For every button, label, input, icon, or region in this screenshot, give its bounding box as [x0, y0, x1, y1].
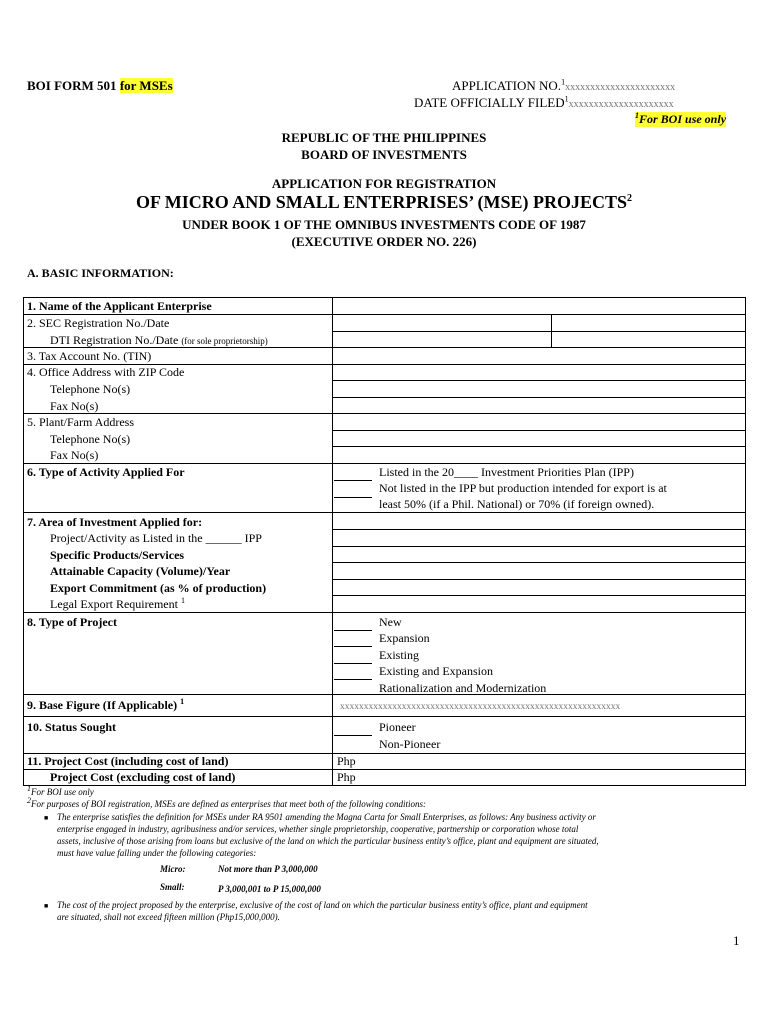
republic-title: REPUBLIC OF THE PHILIPPINES: [281, 130, 487, 145]
project-type-existing-blank[interactable]: [334, 663, 372, 664]
micro-label: Micro:: [160, 864, 186, 874]
page-title: OF MICRO AND SMALL ENTERPRISES’ (MSE) PROJECTS$^2$: [135, 192, 633, 212]
basic-information-table: [23, 297, 746, 786]
row-11-including-label: 11. Project Cost (including cost of land): [27, 754, 229, 768]
executive-order-title: (EXECUTIVE ORDER NO. 226): [291, 234, 477, 249]
status-pioneer: Pioneer: [379, 720, 416, 734]
status-pioneer-blank[interactable]: [334, 735, 372, 736]
row-7-project-activity-label: Project/Activity as Listed in the ______ IPP: [50, 531, 262, 545]
activity-export-option-line1: Not listed in the IPP but production intended for export is at: [379, 481, 667, 495]
project-cost-including-php: Php: [337, 754, 356, 768]
bullet-icon: ■: [44, 902, 49, 910]
small-label: Small:: [160, 882, 185, 892]
row-4-telephone-label: Telephone No(s): [50, 382, 131, 396]
small-value: P 3,000,001 to P 15,000,000: [218, 884, 321, 894]
application-title: APPLICATION FOR REGISTRATION: [271, 176, 497, 191]
form-target: for MSEs: [119, 78, 173, 93]
row-5-telephone-label: Telephone No(s): [50, 432, 131, 446]
row-5-label: 5. Plant/Farm Address: [27, 415, 134, 429]
footnote-2-bullet-2-line2: are situated, shall not exceed fifteen million (Php15,000,000).: [57, 912, 280, 922]
status-non-pioneer: Non-Pioneer: [379, 737, 441, 751]
under-book-title: UNDER BOOK 1 OF THE OMNIBUS INVESTMENTS CODE OF 1987: [182, 217, 586, 232]
bullet-icon: ■: [44, 814, 49, 822]
footnote-2-bullet-1-line1: The enterprise satisfies the definition for MSEs under RA 9501 amending the Magna Carta for Small Enterprises, as follows: Any business activity or: [57, 812, 596, 822]
row-9-label: 9. Base Figure (If Applicable) $^1$: [27, 697, 185, 712]
footnote-2-bullet-1-line3: assets, inclusive of those arising from loans but exclusive of the land on which the particular business entity’s office, plant and equipment are situated,: [57, 836, 599, 846]
activity-ipp-option: Listed in the 20____ Investment Priorities Plan (IPP): [379, 465, 634, 479]
row-11-excluding-label: Project Cost (excluding cost of land): [50, 770, 236, 784]
application-no-value: xxxxxxxxxxxxxxxxxxxxxx: [565, 82, 676, 93]
row-7-label: 7. Area of Investment Applied for:: [27, 515, 203, 529]
footnote-2-bullet-2-line1: The cost of the project proposed by the enterprise, exclusive of the cost of land on which the particular business entity’s office, plant and equipment: [57, 900, 588, 910]
row-10-label: 10. Status Sought: [27, 720, 117, 734]
row-6-label: 6. Type of Activity Applied For: [27, 465, 185, 479]
footnote-2-bullet-1-line2: enterprise engaged in industry, agribusiness and/or services, whether single proprietorship, cooperative, partnership or corporation whose total: [57, 824, 579, 834]
project-type-existing-expansion: Existing and Expansion: [379, 664, 493, 678]
project-type-expansion-blank[interactable]: [334, 646, 372, 647]
project-type-expansion: Expansion: [379, 631, 430, 645]
date-filed-value: xxxxxxxxxxxxxxxxxxxxx: [568, 99, 674, 110]
boi-use-note: $^1$For BOI use only: [635, 111, 727, 126]
footnote-2-bullet-1-line4: must have value falling under the following categories:: [57, 848, 257, 858]
form-name: BOI FORM 501 for MSEs: [27, 78, 173, 93]
date-officially-filed: DATE OFFICIALLY FILED$^1$xxxxxxxxxxxxxxxxxxxxx: [414, 94, 674, 110]
application-no: APPLICATION NO.$^1$xxxxxxxxxxxxxxxxxxxxxx: [452, 77, 676, 93]
row-2-dti-label: DTI Registration No./Date (for sole proprietorship): [50, 333, 268, 347]
row-7-products-label: Specific Products/Services: [50, 548, 185, 562]
project-type-new-blank[interactable]: [334, 630, 372, 631]
footnote-1: $^1$For BOI use only: [27, 784, 94, 797]
footnote-2: $^2$For purposes of BOI registration, MSEs are defined as enterprises that meet both of the following conditions:: [27, 796, 427, 809]
page-number: 1: [733, 933, 740, 948]
project-type-existing: Existing: [379, 648, 420, 662]
board-title: BOARD OF INVESTMENTS: [301, 147, 467, 162]
row-7-export-commitment-label: Export Commitment (as % of production): [50, 581, 267, 595]
micro-value: Not more than P 3,000,000: [218, 864, 318, 874]
row-4-label: 4. Office Address with ZIP Code: [27, 365, 185, 379]
activity-ipp-blank[interactable]: [334, 480, 372, 481]
activity-export-blank[interactable]: [334, 497, 372, 498]
project-type-rationalization: Rationalization and Modernization: [379, 681, 547, 695]
project-cost-excluding-php: Php: [337, 770, 356, 784]
project-type-new: New: [379, 615, 402, 629]
section-a-heading: A. BASIC INFORMATION:: [27, 266, 174, 280]
activity-export-option-line2: least 50% (if a Phil. National) or 70% (if foreign owned).: [379, 497, 655, 511]
row-7-legal-export-label: Legal Export Requirement $^1$: [50, 596, 185, 611]
row-7-capacity-label: Attainable Capacity (Volume)/Year: [50, 564, 231, 578]
base-figure-value: xxxxxxxxxxxxxxxxxxxxxxxxxxxxxxxxxxxxxxxxxxxxxxxxxxxxxxxxxxx: [340, 702, 621, 712]
row-5-fax-label: Fax No(s): [50, 448, 99, 462]
row-1-label: 1. Name of the Applicant Enterprise: [27, 299, 212, 313]
project-type-existing-expansion-blank[interactable]: [334, 679, 372, 680]
row-2-sec-label: 2. SEC Registration No./Date: [27, 316, 170, 330]
row-4-fax-label: Fax No(s): [50, 399, 99, 413]
row-3-label: 3. Tax Account No. (TIN): [27, 349, 152, 363]
row-8-label: 8. Type of Project: [27, 615, 117, 629]
